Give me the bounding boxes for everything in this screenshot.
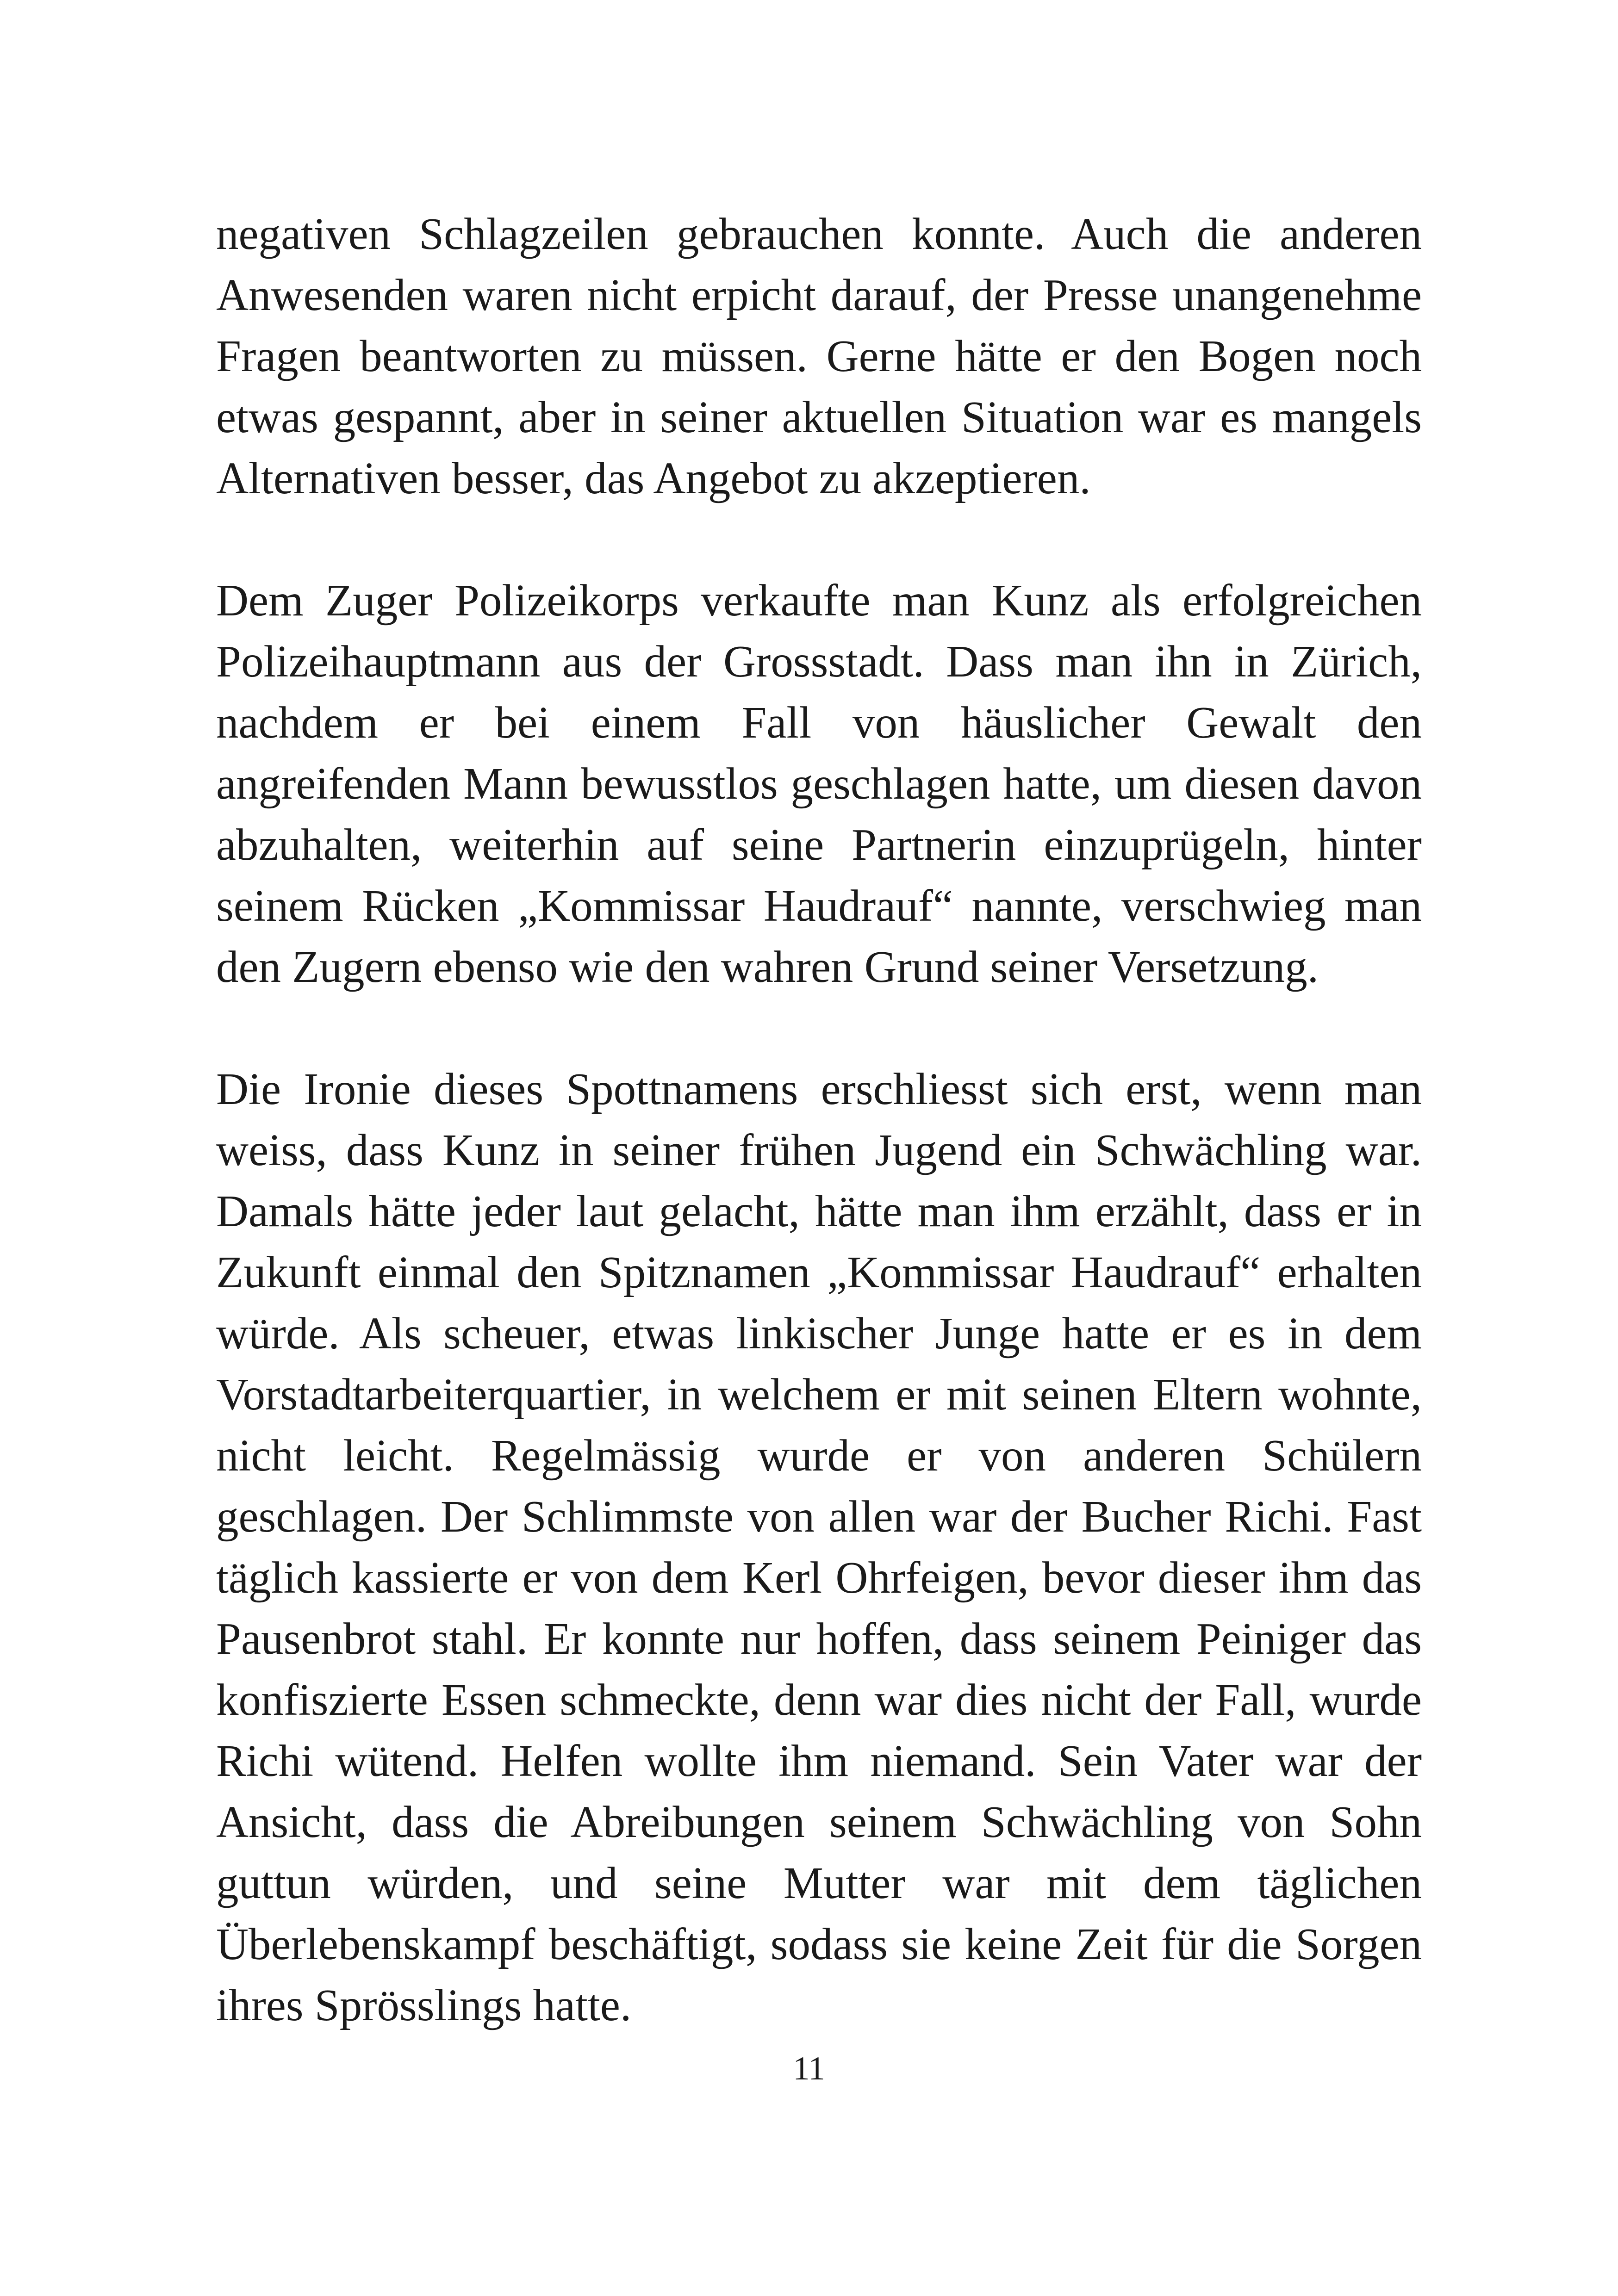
paragraph-1: negativen Schlagzeilen gebrauchen konnte. Auch die anderen Anwesenden waren nicht erpicht darauf, der Presse unangenehme Fragen beantworten zu müssen. Gerne hätte er den Bogen noch etwas gespannt, aber in seiner aktuellen Situation war es mangels Alternativen besser, das Angebot zu akzeptieren. (216, 209, 1422, 503)
page-number: 11 (793, 2050, 825, 2087)
paragraph-3: Die Ironie dieses Spottnamens erschliesst sich erst, wenn man weiss, dass Kunz in seiner frühen Jugend ein Schwächling war. Damals hätte jeder laut gelacht, hätte man ihm erzählt, dass er in Zukunft einmal den Spitznamen „Kommissar Haudrauf“ erhalten würde. Als scheuer, etwas linkischer Junge hatte er es in dem Vorstadtarbeiterquartier, in welchem er mit seinen Eltern wohnte, nicht leicht. Regelmässig wurde er von anderen Schülern geschlagen. Der Schlimmste von allen war der Bucher Richi. Fast täglich kassierte er von dem Kerl Ohrfeigen, bevor dieser ihm das Pausenbrot stahl. Er konnte nur hoffen, dass seinem Peiniger das konfiszierte Essen schmeckte, denn war dies nicht der Fall, wurde Richi wütend. Helfen wollte ihm niemand. Sein Vater war der Ansicht, dass die Abreibungen seinem Schwächling von Sohn guttun würden, und seine Mutter war mit dem täglichen Überlebenskampf beschäftigt, sodass sie keine Zeit für die Sorgen ihres Sprösslings hatte. (216, 1064, 1422, 2030)
body-text (216, 204, 1422, 2036)
paragraph-2: Dem Zuger Polizeikorps verkaufte man Kunz als erfolgreichen Polizeihauptmann aus der Grossstadt. Dass man ihn in Zürich, nachdem er bei einem Fall von häuslicher Gewalt den angreifenden Mann bewusstlos geschlagen hatte, um diesen davon abzuhalten, weiterhin auf seine Partnerin einzuprügeln, hinter seinem Rücken „Kommissar Haudrauf“ nannte, verschwieg man den Zugern ebenso wie den wahren Grund seiner Versetzung. (216, 576, 1422, 992)
